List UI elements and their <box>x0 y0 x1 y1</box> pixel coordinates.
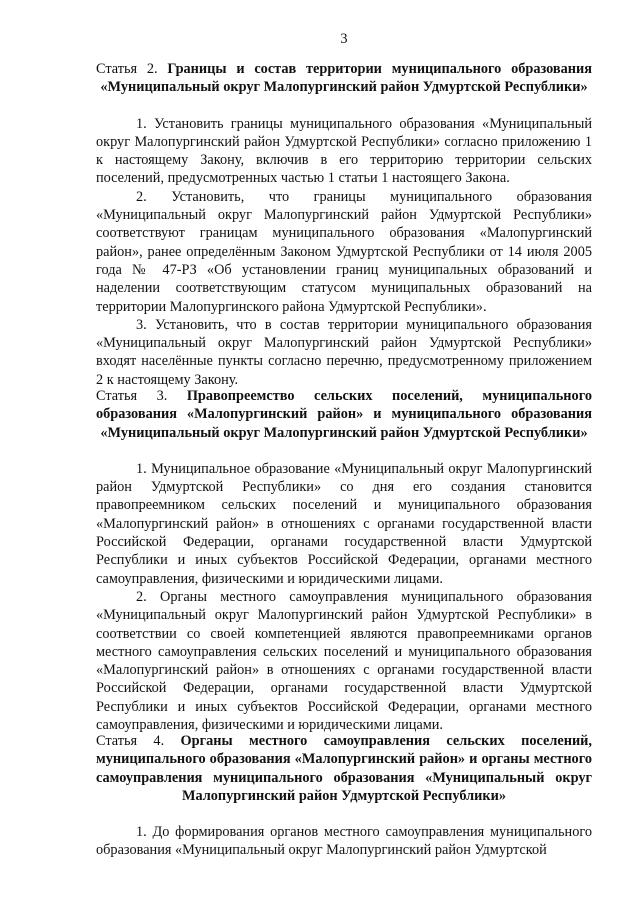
article-title: Границы и состав территории муниципального образования «Муниципальный округ Малопургинский район Удмуртской Республики» <box>100 61 592 96</box>
paragraph: 2. Установить, что границы муниципального образования «Муниципальный округ Малопургинский район Удмуртской Республики» соответствуют границам муниципального образования «Малопургинский район», ранее определённым Законом Удмуртской Республики от 14 июля 2005 года № 47-РЗ «Об установлении границ муниципальных образований и наделении соответствующим статусом муниципальных образований на территории Малопургинского района Удмуртской Республики». <box>96 188 592 315</box>
article-heading <box>96 60 592 97</box>
paragraph: 2. Органы местного самоуправления муниципального образования «Муниципальный округ Малопургинский район Удмуртской Республики» в соответствии со своей компетенцией являются правопреемниками органов местного самоуправления сельских поселений и муниципального образования «Малопургинский район» в отношениях с органами государственной власти Российской Федерации, органами государственной власти Удмуртской Республики и иных субъектов Российской Федерации, органами местного самоуправления, физическими и юридическими лицами. <box>96 588 592 734</box>
document-page <box>96 0 592 905</box>
paragraph: 1. Муниципальное образование «Муниципальный округ Малопургинский район Удмуртской Республики» со дня его создания становится правопреемником сельских поселений и муниципального образования «Малопургинский район» в отношениях с органами государственной власти Российской Федерации, органами государственной власти Удмуртской Республики и иных субъектов Российской Федерации, органами местного самоуправления, физическими и юридическими лицами. <box>96 460 592 587</box>
article-4 <box>96 732 592 860</box>
article-3 <box>96 387 592 734</box>
page-number: 3 <box>340 31 348 47</box>
paragraph: 1. Установить границы муниципального образования «Муниципальный округ Малопургинский район Удмуртской Республики» согласно приложению 1 к настоящему Закону, включив в его территорию территории сельских поселений, предусмотренных частью 1 статьи 1 настоящего Закона. <box>96 115 592 187</box>
article-title: Органы местного самоуправления сельских поселений, муниципального образования «Малопургинский район» и органы местного самоуправления муниципального образования «Муниципальный округ Малопургинский район Удмуртской Республики» <box>96 733 592 804</box>
paragraph: 3. Установить, что в состав территории муниципального образования «Муниципальный округ Малопургинский район Удмуртской Республики» входят населённые пункты согласно перечню, предусмотренному приложением 2 к настоящему Закону. <box>96 316 592 388</box>
article-title: Правопреемство сельских поселений, муниципального образования «Малопургинский район» и муниципального образования «Муниципальный округ Малопургинский район Удмуртской Республики» <box>96 388 592 441</box>
article-2 <box>96 60 592 389</box>
article-heading <box>96 387 592 442</box>
article-number: Статья 4. <box>96 733 165 749</box>
article-number: Статья 3. <box>96 388 168 404</box>
article-heading <box>96 732 592 805</box>
paragraph: 1. До формирования органов местного самоуправления муниципального образования «Муниципальный округ Малопургинский район Удмуртской <box>96 824 592 859</box>
article-number: Статья 2. <box>96 61 158 77</box>
